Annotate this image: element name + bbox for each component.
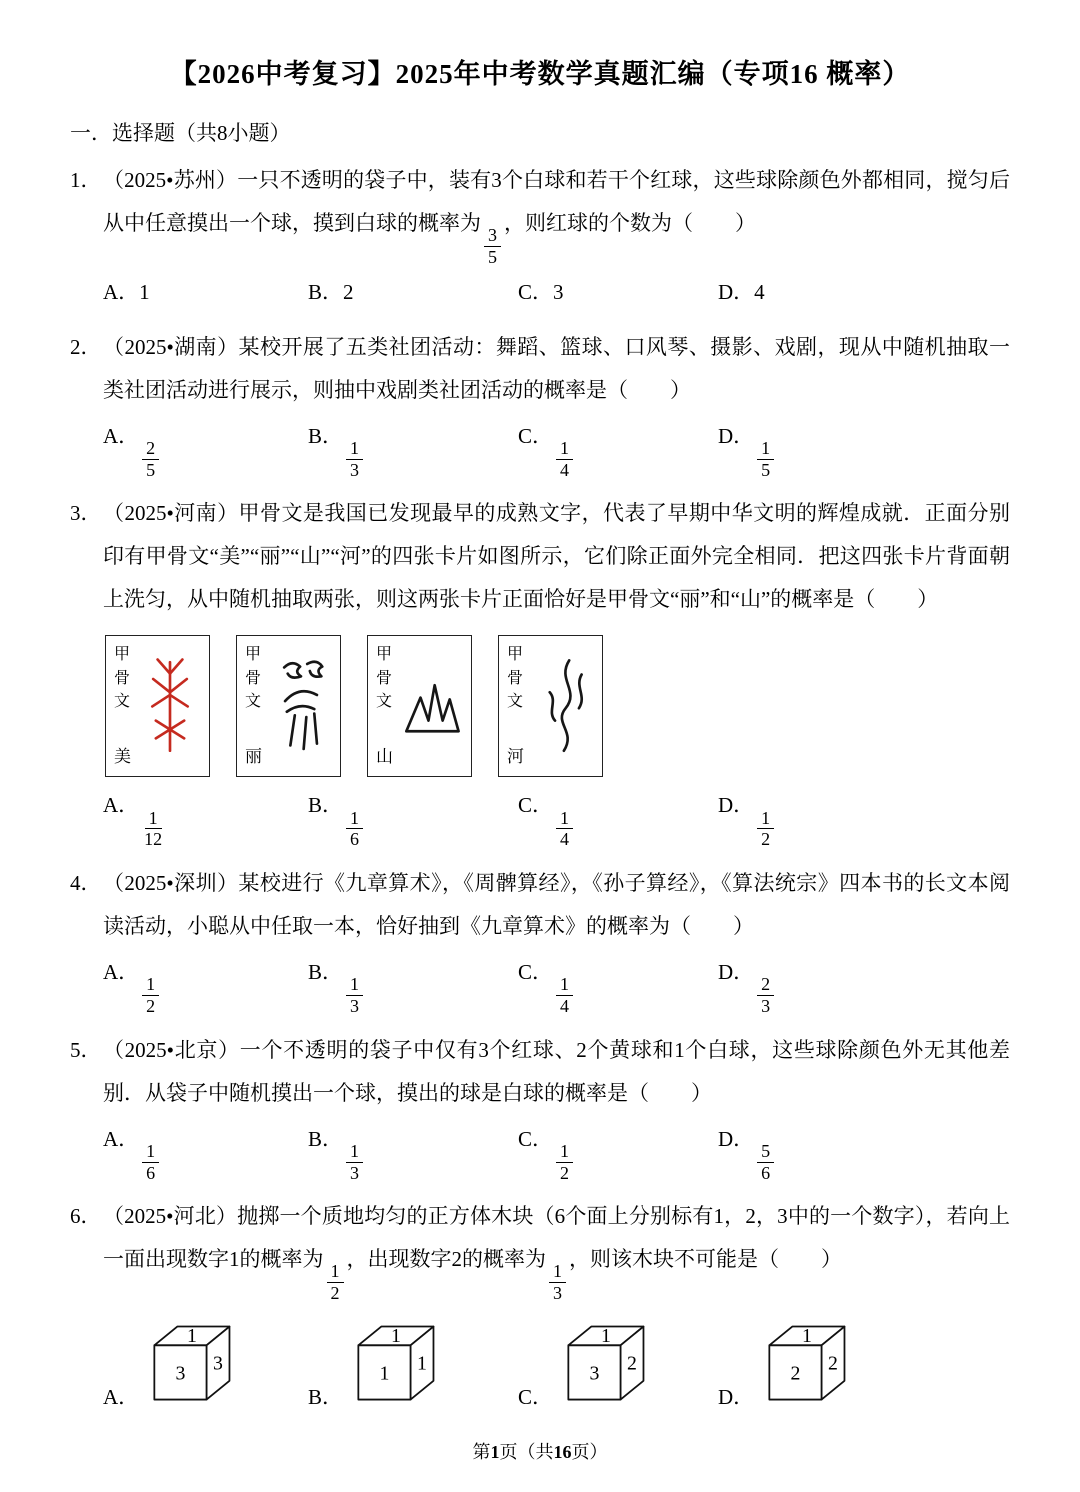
question-4-options (103, 950, 1010, 1017)
fraction-denominator: 6 (146, 1162, 156, 1183)
cube-diagram-icon (555, 1314, 661, 1410)
fraction (346, 438, 363, 480)
svg-text:2: 2 (627, 1352, 637, 1375)
oracle-glyph-he-icon (527, 643, 598, 769)
card-column-label: 甲骨文 (114, 646, 131, 710)
card-text (507, 643, 527, 769)
fraction-numerator: 1 (346, 438, 363, 460)
fraction-numerator: 1 (757, 808, 774, 830)
fraction-denominator: 2 (330, 1283, 340, 1304)
fraction-numerator: 1 (346, 808, 363, 830)
fraction (757, 1141, 774, 1183)
question-1 (70, 159, 1010, 314)
fraction-numerator: 1 (327, 1261, 344, 1283)
question-3-number: 3． (70, 501, 102, 526)
option-label: C． (518, 1384, 554, 1409)
option-label: B． (308, 279, 344, 304)
page-title: 【2026中考复习】2025年中考数学真题汇编（专项16 概率） (169, 59, 911, 89)
fraction-numerator: 2 (142, 438, 159, 460)
question-2 (70, 326, 1010, 481)
option-c (518, 270, 718, 314)
option-a (103, 270, 308, 314)
option-label: C． (518, 960, 554, 985)
footer-text: 第 (472, 1441, 491, 1462)
option-label: D． (718, 423, 755, 448)
question-6-stem-end: ，则该木块不可能是（ ） (569, 1247, 842, 1272)
oracle-glyph-mei-icon (134, 643, 205, 769)
fraction (757, 808, 774, 850)
option-a (103, 950, 308, 1017)
fraction-denominator: 6 (761, 1162, 771, 1183)
svg-text:1: 1 (417, 1352, 427, 1375)
footer-text: 页） (571, 1441, 608, 1462)
fraction-numerator: 1 (346, 1141, 363, 1163)
question-1-number: 1． (70, 168, 102, 192)
option-value: 1 (139, 279, 150, 304)
question-6-number: 6． (70, 1204, 102, 1229)
option-label: D． (718, 1384, 755, 1409)
fraction-denominator: 2 (761, 829, 771, 850)
option-label: B． (308, 1384, 344, 1409)
question-2-number: 2． (70, 334, 102, 359)
option-d (718, 1117, 1010, 1184)
option-label: B． (308, 423, 344, 448)
fraction (142, 438, 159, 480)
option-label: A． (103, 793, 140, 818)
question-2-stem: （2025•湖南）某校开展了五类社团活动：舞蹈、篮球、口风琴、摄影、戏剧，现从中随机抽取一类社团活动进行展示，则抽中戏剧类社团活动的概率是（ ） (103, 334, 1010, 402)
option-a (103, 1117, 308, 1184)
option-label: A． (103, 960, 140, 985)
option-d (718, 950, 1010, 1017)
option-a (103, 414, 308, 481)
cube-diagram-icon (756, 1314, 862, 1410)
option-label: A． (103, 1126, 140, 1151)
fraction-numerator: 2 (757, 974, 774, 996)
svg-text:3: 3 (213, 1352, 224, 1375)
question-3-options (103, 783, 1010, 850)
card-character: 山 (376, 746, 393, 766)
current-page-number: 1 (490, 1441, 500, 1462)
fraction-numerator: 1 (757, 438, 774, 460)
option-b (308, 414, 518, 481)
fraction (556, 1141, 573, 1183)
option-label: A． (103, 279, 140, 304)
question-1-stem-cont: ，则红球的个数为（ ） (504, 211, 756, 236)
section-heading: 一．选择题（共8小题） (70, 121, 291, 145)
question-4 (70, 862, 1010, 1017)
question-5-options (103, 1117, 1010, 1184)
option-label: A． (103, 1384, 140, 1409)
question-3-stem: （2025•河南）甲骨文是我国已发现最早的成熟文字，代表了早期中华文明的辉煌成就．正面分别印有甲骨文“美”“丽”“山”“河”的四张卡片如图所示，它们除正面外完全相同．把这四张卡片背面朝上洗匀，从中随机抽取两张，则这两张卡片正面恰好是甲骨文“丽”和“山”的概率是（ ） (103, 501, 1010, 612)
cube-option-d (718, 1314, 1010, 1410)
question-6-stem: （2025•河北）抛掷一个质地均匀的正方体木块（6个面上分别标有1，2，3中的一个数字），若向上一面出现数字1的概率为 (103, 1204, 1010, 1272)
cube-diagram-icon (141, 1314, 247, 1410)
oracle-glyph-li-icon (265, 643, 336, 769)
fraction-denominator: 4 (560, 459, 570, 480)
card-column-label: 甲骨文 (507, 646, 524, 710)
cube-option-b (308, 1314, 518, 1410)
fraction (346, 808, 363, 850)
option-value: 3 (553, 279, 564, 304)
card-li (236, 635, 341, 777)
fraction-numerator: 1 (556, 438, 573, 460)
question-5 (70, 1029, 1010, 1184)
svg-text:3: 3 (175, 1362, 186, 1385)
question-5-stem: （2025•北京）一个不透明的袋子中仅有3个红球、2个黄球和1个白球，这些球除颜色外无其他差别．从袋子中随机摸出一个球，摸出的球是白球的概率是（ ） (103, 1037, 1010, 1105)
question-4-number: 4． (70, 870, 102, 895)
card-text (245, 643, 265, 769)
question-6 (70, 1195, 1010, 1410)
fraction-denominator: 3 (350, 995, 360, 1016)
fraction-denominator: 5 (761, 459, 771, 480)
option-label: C． (518, 793, 554, 818)
card-column-label: 甲骨文 (245, 646, 262, 710)
option-label: D． (718, 793, 755, 818)
fraction-denominator: 6 (350, 829, 360, 850)
card-character: 美 (114, 746, 131, 766)
card-text (376, 643, 396, 769)
fraction-denominator: 3 (350, 1162, 360, 1183)
option-c (518, 414, 718, 481)
option-label: D． (718, 1126, 755, 1151)
card-shan (367, 635, 472, 777)
card-he (498, 635, 603, 777)
fraction-denominator: 5 (146, 459, 156, 480)
fraction (327, 1261, 344, 1303)
svg-text:3: 3 (589, 1362, 600, 1385)
question-6-cube-options (103, 1314, 1010, 1410)
fraction (556, 974, 573, 1016)
option-label: B． (308, 960, 344, 985)
fraction (142, 808, 164, 850)
option-label: C． (518, 279, 554, 304)
svg-text:1: 1 (379, 1362, 390, 1385)
option-b (308, 783, 518, 850)
svg-text:1: 1 (600, 1324, 611, 1347)
fraction-numerator: 1 (346, 974, 363, 996)
card-text (114, 643, 134, 769)
fraction-numerator: 3 (484, 225, 501, 247)
option-label: B． (308, 793, 344, 818)
option-c (518, 783, 718, 850)
question-6-stem-cont: ，出现数字2的概率为 (346, 1247, 546, 1272)
question-1-options (103, 270, 1010, 314)
svg-text:1: 1 (390, 1324, 401, 1347)
fraction-denominator: 4 (560, 829, 570, 850)
question-3 (70, 492, 1010, 850)
option-label: C． (518, 1126, 554, 1151)
question-4-stem: （2025•深圳）某校进行《九章算术》，《周髀算经》，《孙子算经》，《算法统宗》四本书的长文本阅读活动，小聪从中任取一本，恰好抽到《九章算术》的概率为（ ） (103, 870, 1010, 939)
oracle-glyph-shan-icon (396, 643, 467, 769)
fraction (346, 974, 363, 1016)
option-value: 4 (754, 279, 765, 304)
option-c (518, 950, 718, 1017)
fraction (556, 438, 573, 480)
card-column-label: 甲骨文 (376, 646, 393, 710)
option-label: D． (718, 279, 755, 304)
fraction (549, 1261, 566, 1303)
fraction (142, 1141, 159, 1183)
option-d (718, 783, 1010, 850)
option-label: C． (518, 423, 554, 448)
fraction-numerator: 1 (556, 974, 573, 996)
total-page-number: 16 (553, 1441, 572, 1462)
cube-diagram-icon (345, 1314, 451, 1410)
fraction-denominator: 3 (350, 459, 360, 480)
fraction (757, 438, 774, 480)
fraction-denominator: 2 (560, 1162, 570, 1183)
fraction (757, 974, 774, 1016)
oracle-bone-cards (105, 635, 1010, 777)
option-label: D． (718, 960, 755, 985)
page-footer (70, 1438, 1010, 1464)
option-b (308, 270, 518, 314)
question-2-options (103, 414, 1010, 481)
fraction-numerator: 1 (549, 1261, 566, 1283)
fraction-numerator: 1 (556, 1141, 573, 1163)
fraction-denominator: 3 (761, 995, 771, 1016)
fraction-denominator: 2 (146, 995, 156, 1016)
question-1-stem: （2025•苏州）一只不透明的袋子中，装有3个白球和若干个红球，这些球除颜色外都相同，搅匀后从中任意摸出一个球，摸到白球的概率为 (103, 168, 1010, 236)
fraction-numerator: 1 (556, 808, 573, 830)
fraction-numerator: 1 (142, 974, 159, 996)
fraction-denominator: 12 (144, 829, 163, 850)
card-character: 河 (507, 746, 524, 766)
question-5-number: 5． (70, 1037, 102, 1062)
svg-text:2: 2 (828, 1352, 839, 1375)
fraction-denominator: 3 (553, 1283, 562, 1304)
fraction-denominator: 4 (560, 995, 570, 1016)
fraction-numerator: 5 (757, 1141, 774, 1163)
cube-option-c (518, 1314, 718, 1410)
fraction-numerator: 1 (142, 1141, 159, 1163)
fraction (346, 1141, 363, 1183)
fraction-numerator: 1 (145, 808, 162, 830)
card-character: 丽 (245, 746, 262, 766)
footer-text: 页（共 (499, 1441, 554, 1462)
option-b (308, 1117, 518, 1184)
option-label: A． (103, 423, 140, 448)
option-b (308, 950, 518, 1017)
option-d (718, 414, 1010, 481)
fraction-denominator: 5 (488, 246, 497, 267)
option-a (103, 783, 308, 850)
fraction (484, 225, 501, 267)
svg-text:1: 1 (802, 1324, 813, 1347)
option-value: 2 (343, 279, 354, 304)
svg-text:2: 2 (790, 1362, 801, 1385)
cube-option-a (103, 1314, 308, 1410)
svg-text:1: 1 (187, 1324, 198, 1347)
card-mei (105, 635, 210, 777)
option-c (518, 1117, 718, 1184)
fraction (142, 974, 159, 1016)
option-label: B． (308, 1126, 344, 1151)
fraction (556, 808, 573, 850)
option-d (718, 270, 1010, 314)
